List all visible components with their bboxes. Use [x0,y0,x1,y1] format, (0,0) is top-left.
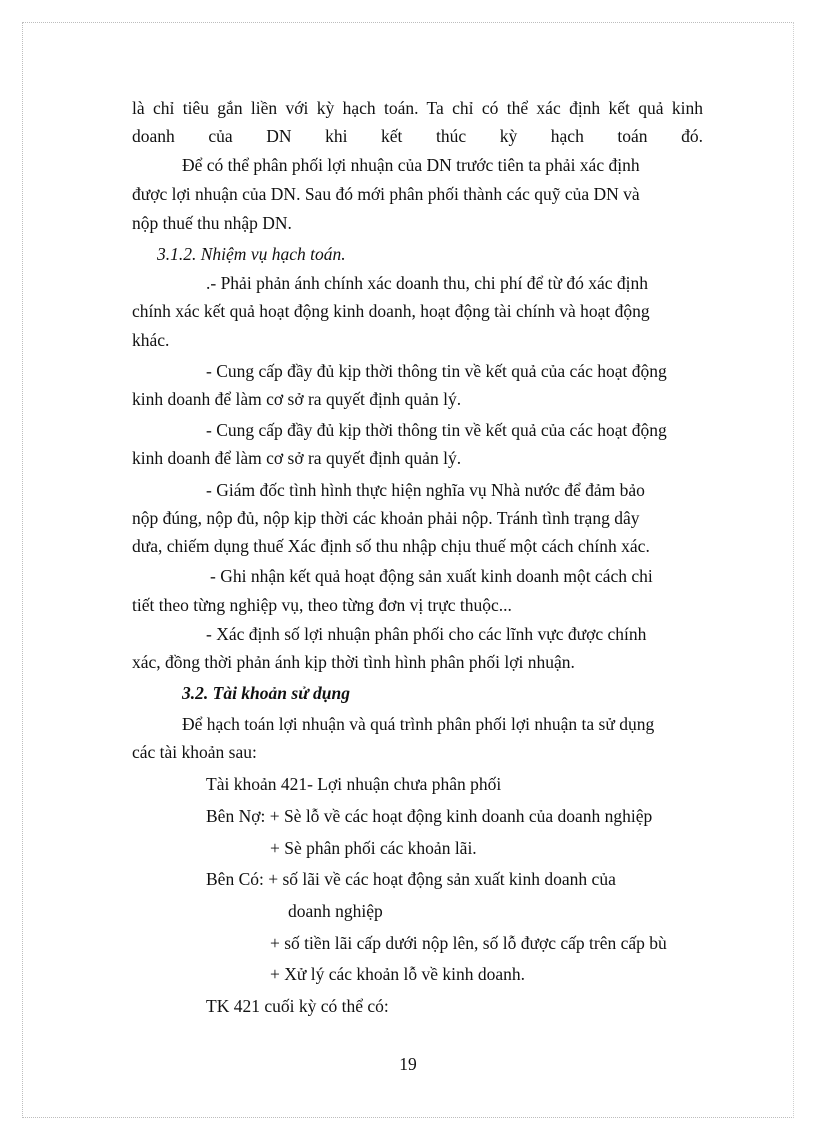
text-line: kinh doanh để làm cơ sở ra quyết định quản lý. [132,389,462,409]
text-line: nộp thuế thu nhập DN. [132,213,292,233]
section-heading: 3.2. Tài khoản sử dụng [182,683,351,703]
credit-line: doanh nghiệp [288,901,383,921]
text-line: kinh doanh để làm cơ sở ra quyết định quản lý. [132,448,462,468]
text-line: tiết theo từng nghiệp vụ, theo từng đơn vị trực thuộc... [132,595,512,615]
text-line: xác, đồng thời phản ánh kịp thời tình hình phân phối lợi nhuận. [132,652,575,672]
text-line: - Giám đốc tình hình thực hiện nghĩa vụ Nhà nước để đảm bảo [206,480,645,500]
account-title: Tài khoản 421- Lợi nhuận chưa phân phối [206,774,502,794]
text-line: là chỉ tiêu gắn liền với kỳ hạch toán. Ta chỉ có thể xác định kết quả kinh [132,98,703,118]
text-line: các tài khoản sau: [132,742,257,762]
text-line: .- Phải phản ánh chính xác doanh thu, chi phí để từ đó xác định [206,273,649,293]
page-number: 19 [399,1054,417,1074]
text-line: - Cung cấp đầy đủ kịp thời thông tin về kết quả của các hoạt động [206,361,667,381]
text-line: - Xác định số lợi nhuận phân phối cho các lĩnh vực được chính [206,624,647,644]
text-line: Để hạch toán lợi nhuận và quá trình phân phối lợi nhuận ta sử dụng [182,714,655,734]
debit-line: + Sè phân phối các khoản lãi. [270,838,477,858]
credit-line: + số tiền lãi cấp dưới nộp lên, số lỗ được cấp trên cấp bù [270,933,667,953]
text-line: - Cung cấp đầy đủ kịp thời thông tin về kết quả của các hoạt động [206,420,667,440]
credit-line: Bên Có: + số lãi về các hoạt động sản xuất kinh doanh của [206,869,616,889]
text-line: khác. [132,330,170,350]
text-line: doanh của DN khi kết thúc kỳ hạch toán đó. [132,126,703,146]
credit-line: + Xử lý các khoản lỗ về kinh doanh. [270,964,526,984]
debit-line: Bên Nợ: + Sè lỗ về các hoạt động kinh doanh của doanh nghiệp [206,806,653,826]
text-line: TK 421 cuối kỳ có thể có: [206,996,389,1016]
text-line: nộp đúng, nộp đủ, nộp kịp thời các khoản phải nộp. Tránh tình trạng dây [132,508,640,528]
text-line: Để có thể phân phối lợi nhuận của DN trước tiên ta phải xác định [182,155,640,175]
text-line: - Ghi nhận kết quả hoạt động sản xuất kinh doanh một cách chi [210,566,653,586]
text-line: chính xác kết quả hoạt động kinh doanh, hoạt động tài chính và hoạt động [132,301,650,321]
text-line: được lợi nhuận của DN. Sau đó mới phân phối thành các quỹ của DN và [132,184,640,204]
text-line: dưa, chiếm dụng thuế Xác định số thu nhập chịu thuế một cách chính xác. [132,536,650,556]
section-heading: 3.1.2. Nhiệm vụ hạch toán. [157,244,346,264]
